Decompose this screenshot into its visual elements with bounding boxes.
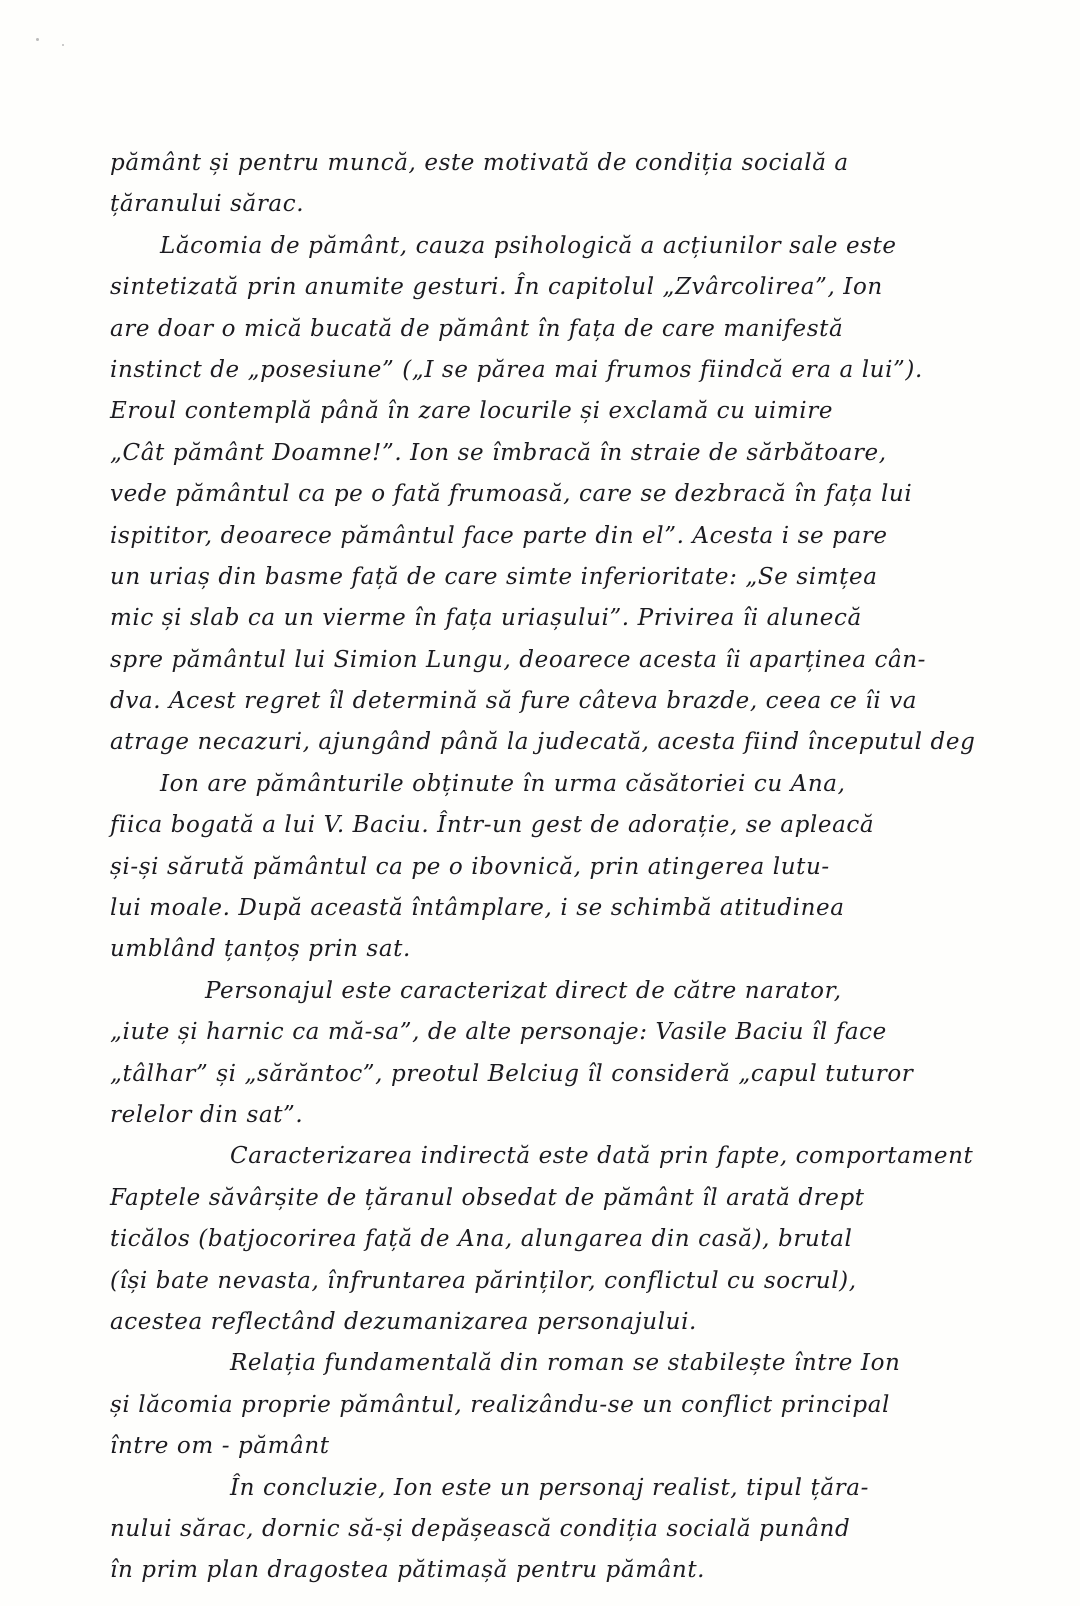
text-line: mic și slab ca un vierme în fața uriașului”. Privirea îi alunecă xyxy=(110,605,862,632)
text-line: țăranului sărac. xyxy=(110,191,305,218)
text-line: nului sărac, dornic să-și depășească condiția socială punând xyxy=(110,1515,851,1542)
paper-speck xyxy=(36,38,39,41)
text-line: dva. Acest regret îl determină să fure câteva brazde, ceea ce îi va xyxy=(110,688,918,715)
text-line: „iute și harnic ca mă-sa”, de alte personaje: Vasile Baciu îl face xyxy=(110,1019,887,1046)
text-line: „tâlhar” și „sărăntoc”, preotul Belciug îl consideră „capul tuturor xyxy=(110,1060,914,1087)
text-line: pământ și pentru muncă, este motivată de condiția socială a xyxy=(110,150,849,176)
text-line: Lăcomia de pământ, cauza psihologică a acțiunilor sale este xyxy=(160,232,897,259)
text-line: Caracterizarea indirectă este dată prin fapte, comportament xyxy=(230,1143,974,1170)
text-line: acestea reflectând dezumanizarea personajului. xyxy=(110,1308,697,1335)
text-line: fiica bogată a lui V. Baciu. Într-un gest de adorație, se apleacă xyxy=(110,812,875,839)
text-line: ispititor, deoarece pământul face parte din el”. Acesta i se pare xyxy=(110,522,888,549)
text-line: între om - pământ xyxy=(110,1433,330,1460)
text-line: lui moale. După această întâmplare, i se schimbă atitudinea xyxy=(110,895,845,922)
handwritten-text xyxy=(110,143,1065,1592)
text-line: instinct de „posesiune” („I se părea mai frumos fiindcă era a lui”). xyxy=(110,356,923,383)
text-line: Ion are pământurile obținute în urma căsătoriei cu Ana, xyxy=(160,770,846,797)
text-line: (își bate nevasta, înfruntarea părinților, conflictul cu socrul), xyxy=(110,1267,857,1294)
text-line: Faptele săvârșite de țăranul obsedat de pământ îl arată drept xyxy=(110,1184,865,1211)
text-line: spre pământul lui Simion Lungu, deoarece acesta îi aparținea cân- xyxy=(110,646,927,673)
text-line: și lăcomia proprie pământul, realizându-se un conflict principal xyxy=(110,1391,890,1418)
text-line: un uriaș din basme față de care simte inferioritate: „Se simțea xyxy=(110,563,878,590)
text-line: „Cât pământ Doamne!”. Ion se îmbracă în straie de sărbătoare, xyxy=(110,439,887,466)
text-line: are doar o mică bucată de pământ în fața de care manifestă xyxy=(110,315,844,342)
paper-speck xyxy=(62,44,64,46)
text-line: În concluzie, Ion este un personaj realist, tipul țăra- xyxy=(230,1474,869,1501)
text-line: vede pământul ca pe o fată frumoasă, care se dezbracă în fața lui xyxy=(110,481,913,508)
text-line: atrage necazuri, ajungând până la judecată, acesta fiind începutul deg xyxy=(110,729,976,756)
text-line: sintetizată prin anumite gesturi. În capitolul „Zvârcolirea”, Ion xyxy=(110,274,883,301)
text-line: Personajul este caracterizat direct de către narator, xyxy=(205,977,842,1004)
text-line: ticălos (batjocorirea față de Ana, alungarea din casă), brutal xyxy=(110,1226,853,1253)
text-line: în prim plan dragostea pătimașă pentru pământ. xyxy=(110,1557,706,1584)
text-line: și-și sărută pământul ca pe o ibovnică, prin atingerea lutu- xyxy=(110,853,830,880)
text-line: relelor din sat”. xyxy=(110,1101,304,1128)
text-line: Relația fundamentală din roman se stabilește între Ion xyxy=(230,1350,901,1377)
text-line: Eroul contemplă până în zare locurile și exclamă cu uimire xyxy=(110,398,834,425)
text-line: umblând țanțoș prin sat. xyxy=(110,936,411,963)
